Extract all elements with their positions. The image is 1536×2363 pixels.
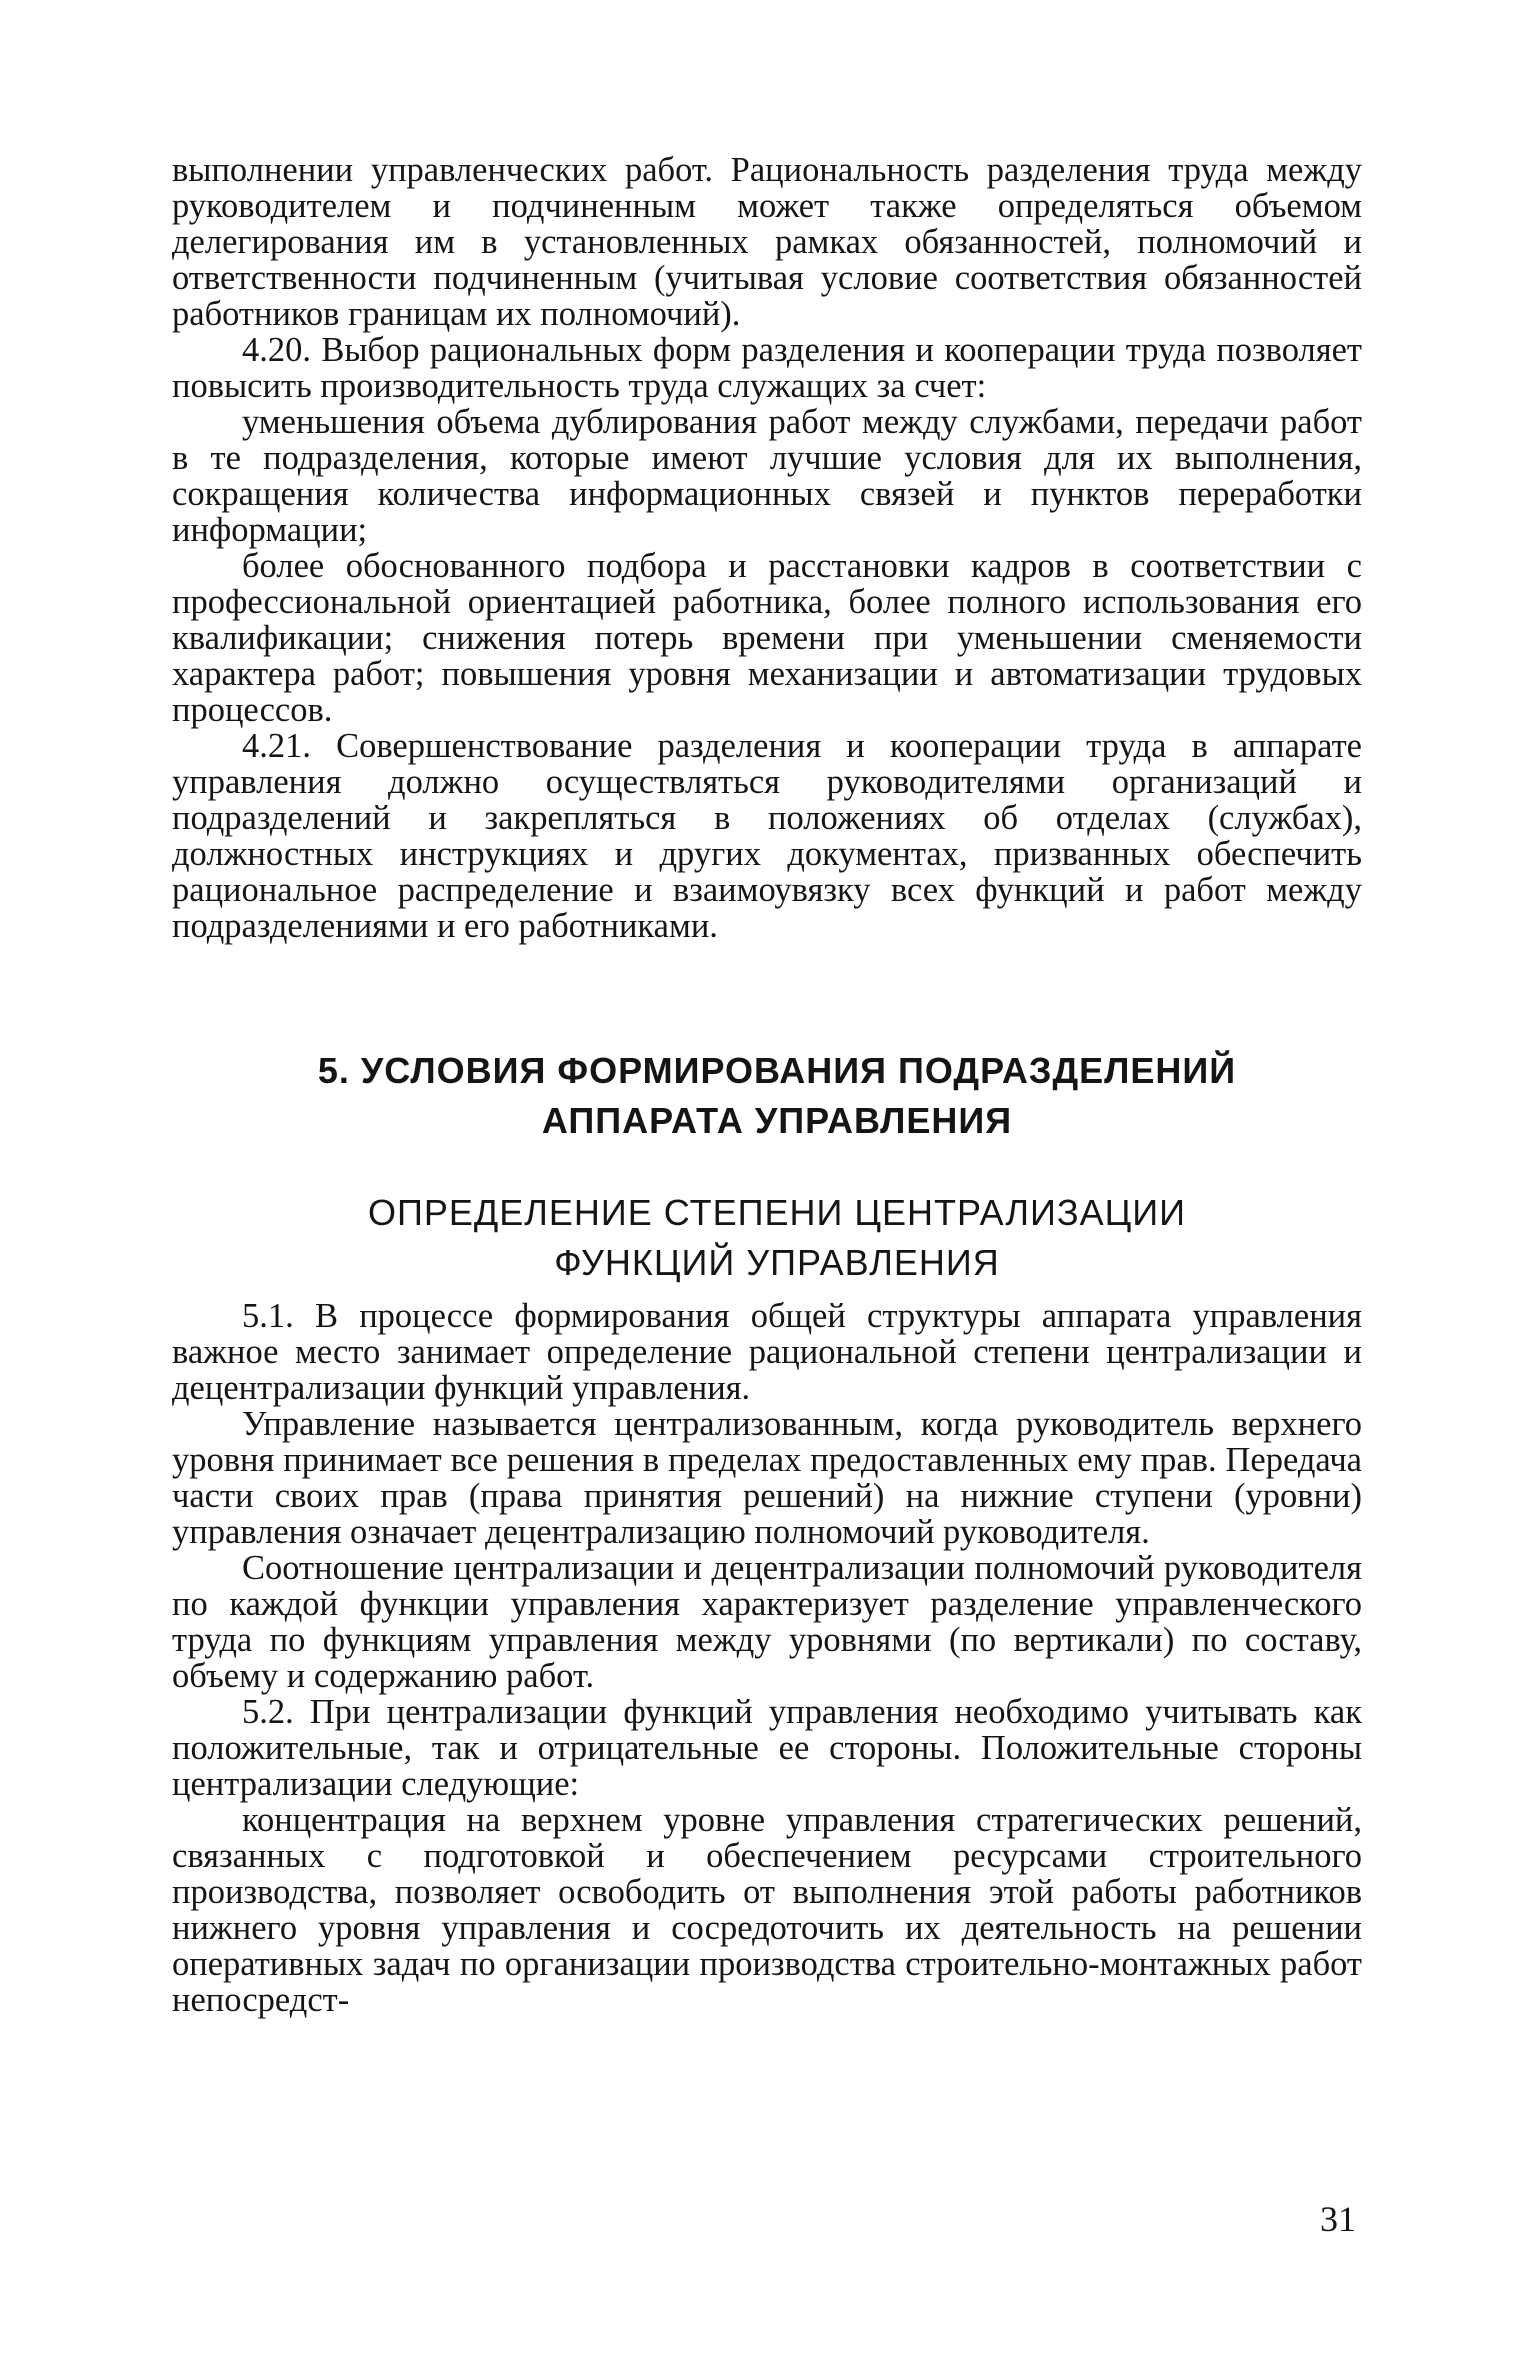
paragraph-concentration: концентрация на верхнем уровне управления стратегических решений, связанных с подготовкой и обеспечением ресурсами строительного производства, позволяет освободить от выполнения этой работы работников нижнего уровня управления и сосредоточить их деятельность на решении оперативных задач по организации производства строительно-монтажных работ непосредст- <box>172 1801 1362 2019</box>
paragraph-continuation: выполнении управленческих работ. Рациональность разделения труда между руководителем и подчиненным может также определяться объемом делегирования им в установленных рамках обязанностей, полномочий и ответственности подчиненным (учитывая условие соответствия обязанностей работников границам их полномочий). <box>172 151 1362 333</box>
paragraph-5-1: 5.1. В процессе формирования общей структуры аппарата управления важное место занимает определение рациональной степени централизации и децентрализации функций управления. <box>172 1297 1362 1407</box>
section-heading-line-1: ОПРЕДЕЛЕНИЕ СТЕПЕНИ ЦЕНТРАЛИЗАЦИИ <box>367 1192 1187 1233</box>
body-text-top <box>172 152 1362 944</box>
body-text-bottom <box>172 1298 1362 2018</box>
chapter-heading <box>172 1046 1362 1146</box>
chapter-heading-line-1: 5. УСЛОВИЯ ФОРМИРОВАНИЯ ПОДРАЗДЕЛЕНИЙ <box>317 1050 1237 1091</box>
chapter-heading-line-2: АППАРАТА УПРАВЛЕНИЯ <box>541 1100 1013 1141</box>
paragraph-centralized-definition: Управление называется централизованным, когда руководитель верхнего уровня принимает все решения в пределах предоставленных ему прав. Передача части своих прав (права принятия решений) на нижние ступени (уровни) управления означает децентрализацию полномочий руководителя. <box>172 1405 1362 1551</box>
paragraph-list-item-1: уменьшения объема дублирования работ между службами, передачи работ в те подразделения, которые имеют лучшие условия для их выполнения, сокращения количества информационных связей и пунктов переработки информации; <box>172 403 1362 549</box>
document-page <box>172 152 1362 2018</box>
paragraph-list-item-2: более обоснованного подбора и расстановки кадров в соответствии с профессиональной ориентацией работника, более полного использования его квалификации; снижения потерь времени при уменьшении сменяемости характера работ; повышения уровня механизации и автоматизации трудовых процессов. <box>172 547 1362 729</box>
paragraph-ratio: Соотношение централизации и децентрализации полномочий руководителя по каждой функции управления характеризует разделение управленческого труда по функциям управления между уровнями (по вертикали) по составу, объему и содержанию работ. <box>172 1549 1362 1695</box>
paragraph-5-2: 5.2. При централизации функций управления необходимо учитывать как положительные, так и отрицательные ее стороны. Положительные стороны централизации следующие: <box>172 1693 1362 1803</box>
page-number: 31 <box>1320 2199 1356 2239</box>
section-heading-line-2: ФУНКЦИЙ УПРАВЛЕНИЯ <box>554 1242 1000 1283</box>
section-heading <box>172 1188 1362 1288</box>
paragraph-4-20: 4.20. Выбор рациональных форм разделения и кооперации труда позволяет повысить производительность труда служащих за счет: <box>172 331 1362 405</box>
paragraph-4-21: 4.21. Совершенствование разделения и кооперации труда в аппарате управления должно осуществляться руководителями организаций и подразделений и закрепляться в положениях об отделах (службах), должностных инструкциях и других документах, призванных обеспечить рациональное распределение и взаимоувязку всех функций и работ между подразделениями и его работниками. <box>172 727 1362 945</box>
